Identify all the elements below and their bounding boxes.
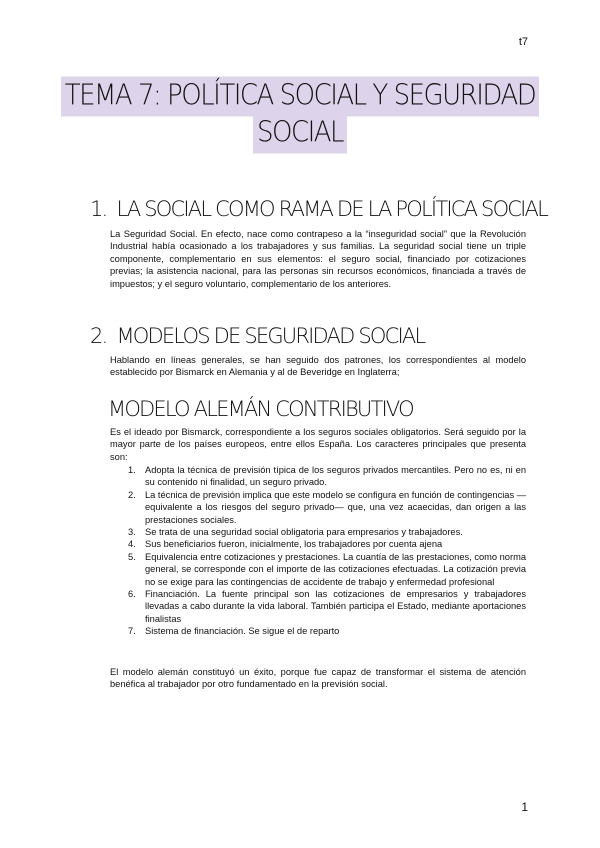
list-item-text: Equivalencia entre cotizaciones y prestaciones. La cuantía de las prestaciones, como norma general, se corresponde con el importe de las cotizaciones efectuadas. La cotización previa no se exige para las contingencias de accidente de trabajo y enfermedad profesional	[145, 551, 526, 587]
list-item-text: Adopta la técnica de previsión típica de los seguros privados mercantiles. Pero no es, ni en su contenido ni finalidad, un seguro privado.	[145, 465, 526, 488]
list-item-number: 3.	[128, 527, 136, 538]
list-item	[110, 551, 526, 588]
list-item-text: Se trata de una seguridad social obligatoria para empresarios y trabajadores.	[145, 527, 463, 538]
page-tag: t7	[518, 36, 528, 48]
list-item-number: 1.	[128, 465, 136, 475]
list-item-number: 7.	[128, 626, 136, 637]
section-1-heading	[90, 196, 547, 222]
section-1-number: 1.	[90, 197, 107, 221]
section-1-heading-text: LA SOCIAL COMO RAMA DE LA POLÍTICA SOCIAL	[116, 197, 548, 221]
section-2-heading-text: MODELOS DE SEGURIDAD SOCIAL	[116, 324, 425, 348]
characteristics-list	[110, 464, 526, 638]
list-item	[110, 464, 526, 489]
list-item	[110, 489, 526, 526]
list-item-number: 6.	[128, 589, 136, 600]
page-number: 1	[521, 800, 528, 814]
list-item	[110, 588, 526, 625]
list-item-number: 5.	[128, 551, 136, 562]
list-item-text: Sistema de financiación. Se sigue el de reparto	[145, 626, 340, 637]
title-line-1: TEMA 7: POLÍTICA SOCIAL Y SEGURIDAD	[61, 77, 540, 117]
section-2-number: 2.	[90, 324, 107, 348]
title-line-2: SOCIAL	[253, 114, 347, 154]
section-1-paragraph: La Seguridad Social. En efecto, nace como contrapeso a la “inseguridad social” que la Revolución Industrial había ocasionado a los trabajadores y sus familias. La seguridad social tiene un triple componente, complementario en sus elementos: el seguro social, financiado por cotizaciones previas; la asistencia nacional, para las personas sin recursos económicos, financiada a través de impuestos; y el seguro voluntario, complementario de los anteriores.	[110, 229, 526, 289]
subsection-heading: MODELO ALEMÁN CONTRIBUTIVO	[108, 397, 413, 421]
list-item-number: 2.	[128, 489, 136, 500]
subsection-intro: Es el ideado por Bismarck, correspondiente a los seguros sociales obligatorios. Será seguido por la mayor parte de los países europeos, entre ellos España. Los caracteres principales que presenta son:	[110, 427, 526, 462]
list-item	[110, 526, 526, 538]
document-title	[0, 78, 600, 152]
list-item-number: 4.	[128, 539, 136, 550]
section-2-paragraph: Hablando en líneas generales, se han seguido dos patrones, los correspondientes al modelo establecido por Bismarck en Alemania y al de Beveridge en Inglaterra;	[110, 355, 526, 378]
list-item-text: Financiación. La fuente principal son las cotizaciones de empresarios y trabajadores llevadas a cabo durante la vida laboral. También participa el Estado, mediante aportaciones finalistas	[145, 589, 526, 624]
section-2-heading	[90, 323, 424, 349]
list-item-text: La técnica de previsión implica que este modelo se configura en función de contingencias —equivalente a los riesgos del seguro privado— que, una vez acaecidas, dan origen a las prestaciones sociales.	[145, 489, 526, 525]
subsection-closing: El modelo alemán constituyó un éxito, porque fue capaz de transformar el sistema de atención benéfica al trabajador por otro fundamentado en la previsión social.	[110, 667, 526, 690]
list-item	[110, 538, 526, 550]
list-item	[110, 625, 526, 637]
list-item-text: Sus beneficiarios fueron, inicialmente, los trabajadores por cuenta ajena	[145, 539, 443, 550]
